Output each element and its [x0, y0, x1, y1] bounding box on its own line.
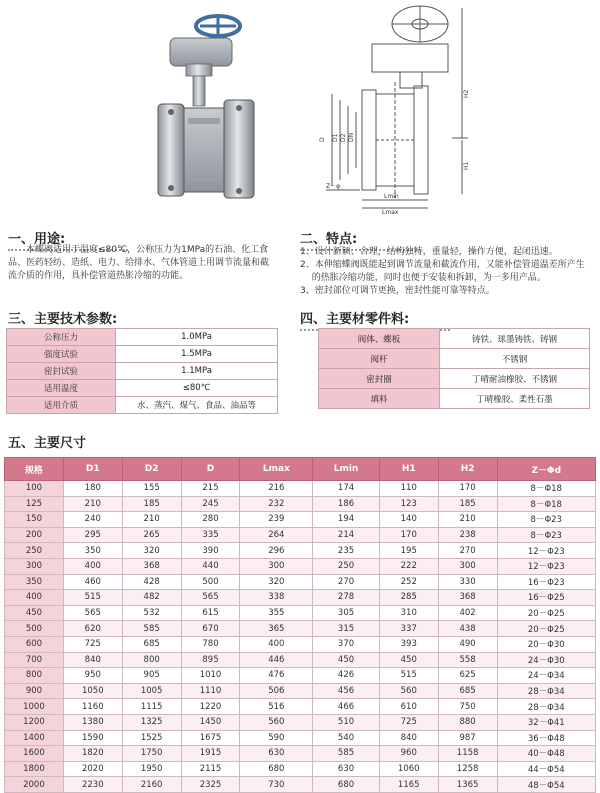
- table-cell: 800: [122, 652, 181, 668]
- table-cell: 456: [313, 683, 380, 699]
- tech-params-table: [6, 328, 278, 414]
- table-row: [5, 636, 596, 652]
- column-header: H2: [438, 458, 497, 481]
- table-cell: 438: [438, 621, 497, 637]
- table-row: [319, 389, 590, 409]
- table-cell: 170: [379, 527, 438, 543]
- table-cell: 402: [438, 605, 497, 621]
- table-cell: 20－Φ25: [497, 621, 595, 637]
- table-cell: 315: [313, 621, 380, 637]
- table-cell: 500: [5, 621, 64, 637]
- column-header: D2: [122, 458, 181, 481]
- table-cell: 222: [379, 558, 438, 574]
- table-cell: 880: [438, 714, 497, 730]
- table-cell: 400: [5, 590, 64, 606]
- table-row: [7, 397, 278, 414]
- part-name: 填料: [319, 389, 440, 409]
- section-features-title: 二、特点:: [300, 228, 357, 247]
- table-cell: 987: [438, 730, 497, 746]
- param-value: 1.5MPa: [116, 346, 278, 363]
- param-name: 适用温度: [7, 380, 116, 397]
- table-cell: 28－Φ34: [497, 683, 595, 699]
- table-cell: 280: [181, 512, 240, 528]
- table-row: [5, 652, 596, 668]
- table-cell: 565: [63, 605, 122, 621]
- table-cell: 24－Φ34: [497, 668, 595, 684]
- section-use-title: 一、用途:: [8, 228, 65, 247]
- param-name: 公称压力: [7, 329, 116, 346]
- table-cell: 296: [240, 543, 313, 559]
- table-cell: 285: [379, 590, 438, 606]
- table-header-row: [5, 458, 596, 481]
- table-cell: 210: [438, 512, 497, 528]
- table-cell: 210: [63, 496, 122, 512]
- param-name: 强度试验: [7, 346, 116, 363]
- table-cell: 1160: [63, 699, 122, 715]
- table-cell: 400: [63, 558, 122, 574]
- table-cell: 155: [122, 481, 181, 497]
- table-row: [5, 621, 596, 637]
- param-value: 水、蒸汽、煤气、食品、油品等: [116, 397, 278, 414]
- table-cell: 1005: [122, 683, 181, 699]
- dimensions-table-body: [5, 481, 596, 793]
- table-row: [5, 683, 596, 699]
- table-cell: 1165: [379, 777, 438, 793]
- table-cell: 20－Φ30: [497, 636, 595, 652]
- table-cell: 1915: [181, 746, 240, 762]
- table-cell: 186: [313, 496, 380, 512]
- table-cell: 680: [240, 761, 313, 777]
- table-cell: 515: [379, 668, 438, 684]
- table-cell: 630: [313, 761, 380, 777]
- column-header: D: [181, 458, 240, 481]
- column-header: 规格: [5, 458, 64, 481]
- table-cell: 180: [63, 481, 122, 497]
- table-cell: 960: [379, 746, 438, 762]
- table-cell: 620: [63, 621, 122, 637]
- table-cell: 393: [379, 636, 438, 652]
- table-row: [319, 369, 590, 389]
- table-cell: 685: [122, 636, 181, 652]
- table-row: [7, 346, 278, 363]
- table-cell: 1325: [122, 714, 181, 730]
- table-cell: 12－Φ23: [497, 558, 595, 574]
- table-cell: 1050: [63, 683, 122, 699]
- table-cell: 725: [63, 636, 122, 652]
- table-cell: 730: [240, 777, 313, 793]
- feature-item: 2、本伸缩蝶阀既能起到调节流量和截流作用，又能补偿管道温差所产生的热胀冷缩功能，同时也便于安装和拆卸，为一多用产品。: [300, 260, 585, 283]
- table-cell: 8－Φ23: [497, 512, 595, 528]
- table-cell: 2020: [63, 761, 122, 777]
- table-cell: 310: [379, 605, 438, 621]
- table-cell: 558: [438, 652, 497, 668]
- table-cell: 28－Φ34: [497, 699, 595, 715]
- table-cell: 500: [181, 574, 240, 590]
- table-row: [5, 574, 596, 590]
- table-cell: 1110: [181, 683, 240, 699]
- column-header: D1: [63, 458, 122, 481]
- table-cell: 270: [438, 543, 497, 559]
- table-cell: 950: [63, 668, 122, 684]
- valve-illustration: [150, 8, 262, 200]
- table-cell: 8－Φ18: [497, 496, 595, 512]
- table-cell: 330: [438, 574, 497, 590]
- table-cell: 532: [122, 605, 181, 621]
- table-row: [5, 605, 596, 621]
- table-cell: 750: [438, 699, 497, 715]
- table-cell: 245: [181, 496, 240, 512]
- table-cell: 780: [181, 636, 240, 652]
- table-row: [5, 527, 596, 543]
- table-cell: 600: [5, 636, 64, 652]
- table-cell: 8－Φ23: [497, 527, 595, 543]
- dimensions-table: [4, 457, 596, 793]
- table-cell: 670: [181, 621, 240, 637]
- param-value: 1.0MPa: [116, 329, 278, 346]
- table-cell: 450: [5, 605, 64, 621]
- table-cell: 1400: [5, 730, 64, 746]
- table-cell: 466: [313, 699, 380, 715]
- section-dimensions-title: 五、主要尺寸: [8, 436, 87, 451]
- table-cell: 680: [313, 777, 380, 793]
- table-row: [5, 496, 596, 512]
- table-cell: 610: [379, 699, 438, 715]
- materials-table: [318, 328, 590, 409]
- table-cell: 1675: [181, 730, 240, 746]
- table-cell: 615: [181, 605, 240, 621]
- table-cell: 840: [379, 730, 438, 746]
- table-cell: 12－Φ23: [497, 543, 595, 559]
- table-cell: 368: [122, 558, 181, 574]
- table-cell: 40－Φ48: [497, 746, 595, 762]
- table-cell: 540: [313, 730, 380, 746]
- table-cell: 215: [181, 481, 240, 497]
- table-cell: 1950: [122, 761, 181, 777]
- part-name: 密封圈: [319, 369, 440, 389]
- table-cell: 200: [5, 527, 64, 543]
- label-d: D: [319, 137, 326, 142]
- table-cell: 1115: [122, 699, 181, 715]
- table-cell: 1158: [438, 746, 497, 762]
- table-cell: 1060: [379, 761, 438, 777]
- table-cell: 232: [240, 496, 313, 512]
- table-cell: 110: [379, 481, 438, 497]
- feature-item: 3、密封部位可调节更换，密封性能可靠等特点。: [300, 286, 495, 296]
- table-cell: 1010: [181, 668, 240, 684]
- table-row: [7, 363, 278, 380]
- table-cell: 214: [313, 527, 380, 543]
- table-cell: 238: [438, 527, 497, 543]
- table-cell: 1525: [122, 730, 181, 746]
- label-lmax: Lmax: [382, 209, 399, 216]
- section-tech-title: 三、主要技术参数:: [8, 308, 117, 327]
- table-cell: 1800: [5, 761, 64, 777]
- table-row: [5, 481, 596, 497]
- table-cell: 1750: [122, 746, 181, 762]
- table-cell: 8－Φ18: [497, 481, 595, 497]
- table-cell: 560: [240, 714, 313, 730]
- table-cell: 216: [240, 481, 313, 497]
- table-cell: 590: [240, 730, 313, 746]
- table-cell: 450: [313, 652, 380, 668]
- table-cell: 295: [63, 527, 122, 543]
- table-cell: 320: [240, 574, 313, 590]
- feature-item: 1、设计新颖、合理，结构独特，重量轻，操作方便，起闭迅速。: [300, 247, 558, 257]
- table-cell: 32－Φ41: [497, 714, 595, 730]
- table-cell: 265: [122, 527, 181, 543]
- table-cell: 630: [240, 746, 313, 762]
- table-cell: 210: [122, 512, 181, 528]
- table-cell: 2230: [63, 777, 122, 793]
- features-list: [300, 246, 592, 298]
- table-cell: 195: [379, 543, 438, 559]
- table-cell: 355: [240, 605, 313, 621]
- table-cell: 428: [122, 574, 181, 590]
- part-material: 丁晴耐油橡胶、不锈钢: [440, 369, 590, 389]
- table-cell: 174: [313, 481, 380, 497]
- table-cell: 150: [5, 512, 64, 528]
- table-cell: 515: [63, 590, 122, 606]
- table-row: [7, 329, 278, 346]
- table-cell: 1000: [5, 699, 64, 715]
- table-cell: 440: [181, 558, 240, 574]
- table-row: [5, 699, 596, 715]
- column-header: Z－Φd: [497, 458, 595, 481]
- column-header: Lmax: [240, 458, 313, 481]
- table-cell: 194: [313, 512, 380, 528]
- table-cell: 1258: [438, 761, 497, 777]
- table-cell: 140: [379, 512, 438, 528]
- table-row: [5, 746, 596, 762]
- part-material: 丁晴橡胶、柔性石墨: [440, 389, 590, 409]
- table-cell: 48－Φ54: [497, 777, 595, 793]
- table-cell: 905: [122, 668, 181, 684]
- table-row: [319, 349, 590, 369]
- part-name: 阀体、蝶板: [319, 329, 440, 349]
- table-cell: 450: [379, 652, 438, 668]
- table-cell: 278: [313, 590, 380, 606]
- label-z: Z－φ: [326, 183, 341, 190]
- table-cell: 426: [313, 668, 380, 684]
- table-row: [5, 512, 596, 528]
- table-cell: 506: [240, 683, 313, 699]
- param-name: 适用介质: [7, 397, 116, 414]
- table-cell: 490: [438, 636, 497, 652]
- table-cell: 335: [181, 527, 240, 543]
- section-materials-title: 四、主要材零件料:: [300, 308, 409, 327]
- section-use-text: 本蝶阀适用于温度≤80℃，公称压力为1MPa的石油、化工食品、医药轻纺、造纸、电力、给排水、气体管道上用调节流量和截流介质的作用，具补偿管道热胀冷缩的功能。: [8, 245, 270, 281]
- table-cell: 185: [438, 496, 497, 512]
- table-cell: 625: [438, 668, 497, 684]
- table-cell: 1450: [181, 714, 240, 730]
- drawing-lines: [312, 2, 472, 216]
- table-cell: 320: [122, 543, 181, 559]
- table-cell: 125: [5, 496, 64, 512]
- table-cell: 305: [313, 605, 380, 621]
- table-cell: 264: [240, 527, 313, 543]
- label-d1: D1: [332, 133, 339, 142]
- part-material: 不锈钢: [440, 349, 590, 369]
- table-cell: 2325: [181, 777, 240, 793]
- table-cell: 565: [181, 590, 240, 606]
- table-cell: 16－Φ25: [497, 590, 595, 606]
- param-name: 密封试验: [7, 363, 116, 380]
- table-cell: 239: [240, 512, 313, 528]
- table-cell: 1365: [438, 777, 497, 793]
- table-row: [5, 730, 596, 746]
- table-cell: 300: [438, 558, 497, 574]
- table-cell: 700: [5, 652, 64, 668]
- table-cell: 1380: [63, 714, 122, 730]
- table-cell: 100: [5, 481, 64, 497]
- valve-photo: [150, 8, 262, 200]
- table-cell: 1200: [5, 714, 64, 730]
- table-cell: 2160: [122, 777, 181, 793]
- technical-drawing: [312, 2, 472, 216]
- table-row: [5, 668, 596, 684]
- table-cell: 685: [438, 683, 497, 699]
- table-cell: 476: [240, 668, 313, 684]
- table-cell: 370: [313, 636, 380, 652]
- table-cell: 1600: [5, 746, 64, 762]
- table-row: [5, 558, 596, 574]
- table-cell: 800: [5, 668, 64, 684]
- table-row: [5, 543, 596, 559]
- table-cell: 460: [63, 574, 122, 590]
- table-cell: 337: [379, 621, 438, 637]
- table-cell: 446: [240, 652, 313, 668]
- table-cell: 20－Φ25: [497, 605, 595, 621]
- table-cell: 725: [379, 714, 438, 730]
- part-name: 阀杆: [319, 349, 440, 369]
- table-cell: 1590: [63, 730, 122, 746]
- table-cell: 338: [240, 590, 313, 606]
- label-h1: H1: [463, 161, 470, 170]
- table-cell: 300: [5, 558, 64, 574]
- table-cell: 585: [313, 746, 380, 762]
- table-cell: 1820: [63, 746, 122, 762]
- table-cell: 24－Φ30: [497, 652, 595, 668]
- table-cell: 516: [240, 699, 313, 715]
- table-cell: 585: [122, 621, 181, 637]
- table-cell: 560: [379, 683, 438, 699]
- table-cell: 270: [313, 574, 380, 590]
- table-cell: 170: [438, 481, 497, 497]
- table-cell: 368: [438, 590, 497, 606]
- param-value: 1.1MPa: [116, 363, 278, 380]
- table-row: [5, 714, 596, 730]
- table-cell: 350: [5, 574, 64, 590]
- table-cell: 390: [181, 543, 240, 559]
- param-value: ≤80℃: [116, 380, 278, 397]
- table-cell: 365: [240, 621, 313, 637]
- table-cell: 16－Φ23: [497, 574, 595, 590]
- table-cell: 900: [5, 683, 64, 699]
- table-cell: 252: [379, 574, 438, 590]
- table-cell: 44－Φ54: [497, 761, 595, 777]
- table-cell: 350: [63, 543, 122, 559]
- column-header: H1: [379, 458, 438, 481]
- table-cell: 250: [5, 543, 64, 559]
- table-cell: 510: [313, 714, 380, 730]
- table-row: [319, 329, 590, 349]
- table-cell: 2115: [181, 761, 240, 777]
- table-cell: 895: [181, 652, 240, 668]
- table-cell: 482: [122, 590, 181, 606]
- table-cell: 185: [122, 496, 181, 512]
- label-lmin: Lmin: [384, 193, 399, 200]
- part-material: 铸铁、球墨铸铁、铸钢: [440, 329, 590, 349]
- label-h2: H2: [463, 89, 470, 98]
- table-cell: 1220: [181, 699, 240, 715]
- label-dn: DN: [348, 132, 355, 142]
- table-row: [5, 761, 596, 777]
- table-cell: 400: [240, 636, 313, 652]
- table-cell: 2000: [5, 777, 64, 793]
- table-cell: 123: [379, 496, 438, 512]
- column-header: Lmin: [313, 458, 380, 481]
- table-cell: 235: [313, 543, 380, 559]
- label-d2: D2: [340, 133, 347, 142]
- table-cell: 840: [63, 652, 122, 668]
- table-cell: 300: [240, 558, 313, 574]
- table-cell: 250: [313, 558, 380, 574]
- table-row: [5, 777, 596, 793]
- table-row: [5, 590, 596, 606]
- table-row: [7, 380, 278, 397]
- table-cell: 36－Φ48: [497, 730, 595, 746]
- table-cell: 240: [63, 512, 122, 528]
